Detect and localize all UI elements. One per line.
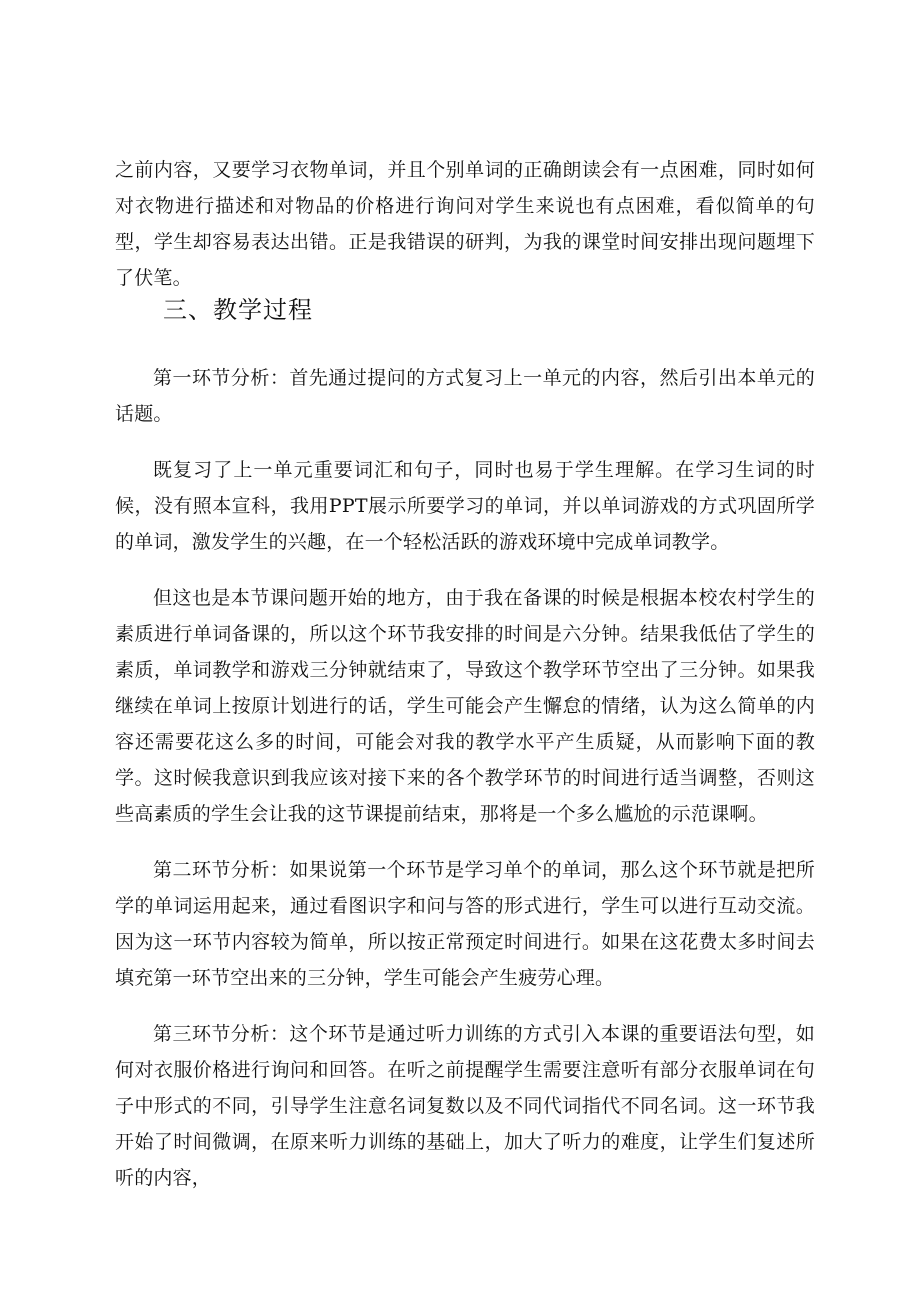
paragraph-step2: 第二环节分析：如果说第一个环节是学习单个的单词，那么这个环节就是把所学的单词运用起来，通过看图识字和问与答的形式进行，学生可以进行互动交流。因为这一环节内容较为简单，所以按正常预定时间进行。如果在这花费太多时间去填充第一环节空出来的三分钟，学生可能会产生疲劳心理。 <box>115 859 815 989</box>
paragraph-step3: 第三环节分析：这个环节是通过听力训练的方式引入本课的重要语法句型，如何对衣服价格进行询问和回答。在听之前提醒学生需要注意听有部分衣服单词在句子中形式的不同，引导学生注意名词复数以及不同代词指代不同名词。这一环节我开始了时间微调，在原来听力训练的基础上，加大了听力的难度，让学生们复述所听的内容， <box>115 1023 815 1189</box>
paragraph-step1: 第一环节分析：首先通过提问的方式复习上一单元的内容，然后引出本单元的话题。 <box>115 367 815 425</box>
paragraph-review: 既复习了上一单元重要词汇和句子，同时也易于学生理解。在学习生词的时候，没有照本宣科，我用PPT展示所要学习的单词，并以单词游戏的方式巩固所学的单词，激发学生的兴趣，在一个轻松活跃的游戏环境中完成单词教学。 <box>115 459 815 553</box>
section-heading: 三、教学过程 <box>163 296 313 324</box>
paragraph-continuation: 之前内容，又要学习衣物单词，并且个别单词的正确朗读会有一点困难，同时如何对衣物进行描述和对物品的价格进行询问对学生来说也有点困难，看似简单的句型，学生却容易表达出错。正是我错误的研判，为我的课堂时间安排出现问题埋下了伏笔。 <box>115 159 815 289</box>
paragraph-problem: 但这也是本节课问题开始的地方，由于我在备课的时候是根据本校农村学生的素质进行单词备课的，所以这个环节我安排的时间是六分钟。结果我低估了学生的素质，单词教学和游戏三分钟就结束了，导致这个教学环节空出了三分钟。如果我继续在单词上按原计划进行的话，学生可能会产生懈怠的情绪，认为这么简单的内容还需要花这么多的时间，可能会对我的教学水平产生质疑，从而影响下面的教学。这时候我意识到我应该对接下来的各个教学环节的时间进行适当调整，否则这些高素质的学生会让我的这节课提前结束，那将是一个多么尴尬的示范课啊。 <box>115 587 815 825</box>
